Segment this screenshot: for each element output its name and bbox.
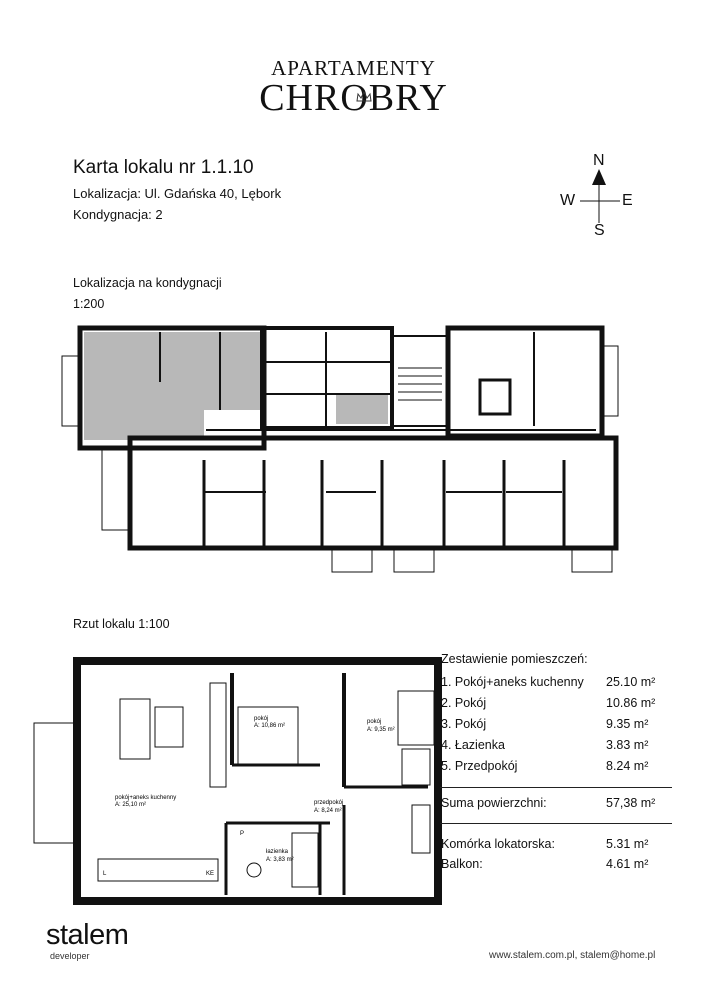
room-label-room3: pokój bbox=[367, 719, 382, 725]
divider bbox=[440, 823, 672, 824]
compass-n: N bbox=[593, 152, 605, 169]
total-value: 57,38 m² bbox=[606, 796, 656, 810]
table-row bbox=[440, 696, 670, 714]
unit-plan-drawing bbox=[30, 655, 442, 910]
mark-l: L bbox=[103, 871, 107, 877]
room-label-living: pokój+aneks kuchenny bbox=[115, 795, 177, 801]
row-value: 8.24 m² bbox=[606, 759, 649, 773]
unitplan-label: Rzut lokalu 1:100 bbox=[73, 617, 170, 631]
table-row bbox=[440, 717, 670, 735]
floor-text: Kondygnacja: 2 bbox=[73, 207, 163, 222]
compass bbox=[560, 150, 640, 240]
row-value: 10.86 m² bbox=[606, 696, 656, 710]
room-area-bath: A: 3,83 m² bbox=[266, 857, 294, 863]
row-value: 25.10 m² bbox=[606, 675, 656, 689]
rooms-heading: Zestawienie pomieszczeń: bbox=[441, 652, 588, 666]
room-area-living: A: 25,10 m² bbox=[115, 802, 147, 808]
compass-e: E bbox=[622, 192, 633, 209]
table-row bbox=[440, 738, 670, 756]
row-label: 4. Łazienka bbox=[441, 738, 505, 752]
balcony-value: 4.61 m² bbox=[606, 857, 649, 871]
page-title: Karta lokalu nr 1.1.10 bbox=[73, 157, 254, 178]
storage-label: Komórka lokatorska: bbox=[441, 837, 555, 851]
storage-row bbox=[440, 837, 670, 855]
compass-w: W bbox=[560, 192, 576, 209]
balcony-row bbox=[440, 857, 670, 875]
location-text: Lokalizacja: Ul. Gdańska 40, Lębork bbox=[73, 186, 282, 201]
floorplan-scale: 1:200 bbox=[73, 297, 105, 311]
divider bbox=[440, 787, 672, 788]
row-label: 3. Pokój bbox=[441, 717, 487, 731]
room-label-room2: pokój bbox=[254, 716, 269, 722]
stalem-logo-sub: developer bbox=[50, 951, 90, 961]
room-label-hall: przedpokój bbox=[314, 800, 344, 806]
room-area-hall: A: 8,24 m² bbox=[314, 808, 342, 814]
stalem-logo: stalem bbox=[46, 919, 129, 951]
brand-top: APARTAMENTY bbox=[271, 56, 436, 80]
table-row bbox=[440, 759, 670, 777]
compass-s: S bbox=[594, 222, 605, 239]
total-label: Suma powierzchni: bbox=[441, 796, 547, 810]
row-value: 9.35 m² bbox=[606, 717, 649, 731]
row-value: 3.83 m² bbox=[606, 738, 649, 752]
floor-plan-drawing bbox=[56, 322, 631, 580]
footer-contact: www.stalem.com.pl, stalem@home.pl bbox=[489, 950, 656, 961]
brand-main: CHROBRY bbox=[259, 77, 448, 119]
mark-p: P bbox=[240, 831, 245, 837]
room-area-room2: A: 10,86 m² bbox=[254, 723, 286, 729]
balcony-label: Balkon: bbox=[441, 857, 483, 871]
mark-ke: KE bbox=[206, 871, 215, 877]
room-area-room3: A: 9,35 m² bbox=[367, 727, 395, 733]
row-label: 2. Pokój bbox=[441, 696, 487, 710]
total-row bbox=[440, 796, 670, 814]
floorplan-label: Lokalizacja na kondygnacji bbox=[73, 276, 222, 290]
row-label: 1. Pokój+aneks kuchenny bbox=[441, 675, 584, 689]
room-label-bath: łazienka bbox=[266, 849, 289, 855]
crown-icon bbox=[356, 91, 372, 103]
rooms-table-heading bbox=[440, 652, 670, 670]
table-row bbox=[440, 675, 670, 693]
row-label: 5. Przedpokój bbox=[441, 759, 518, 773]
storage-value: 5.31 m² bbox=[606, 837, 649, 851]
